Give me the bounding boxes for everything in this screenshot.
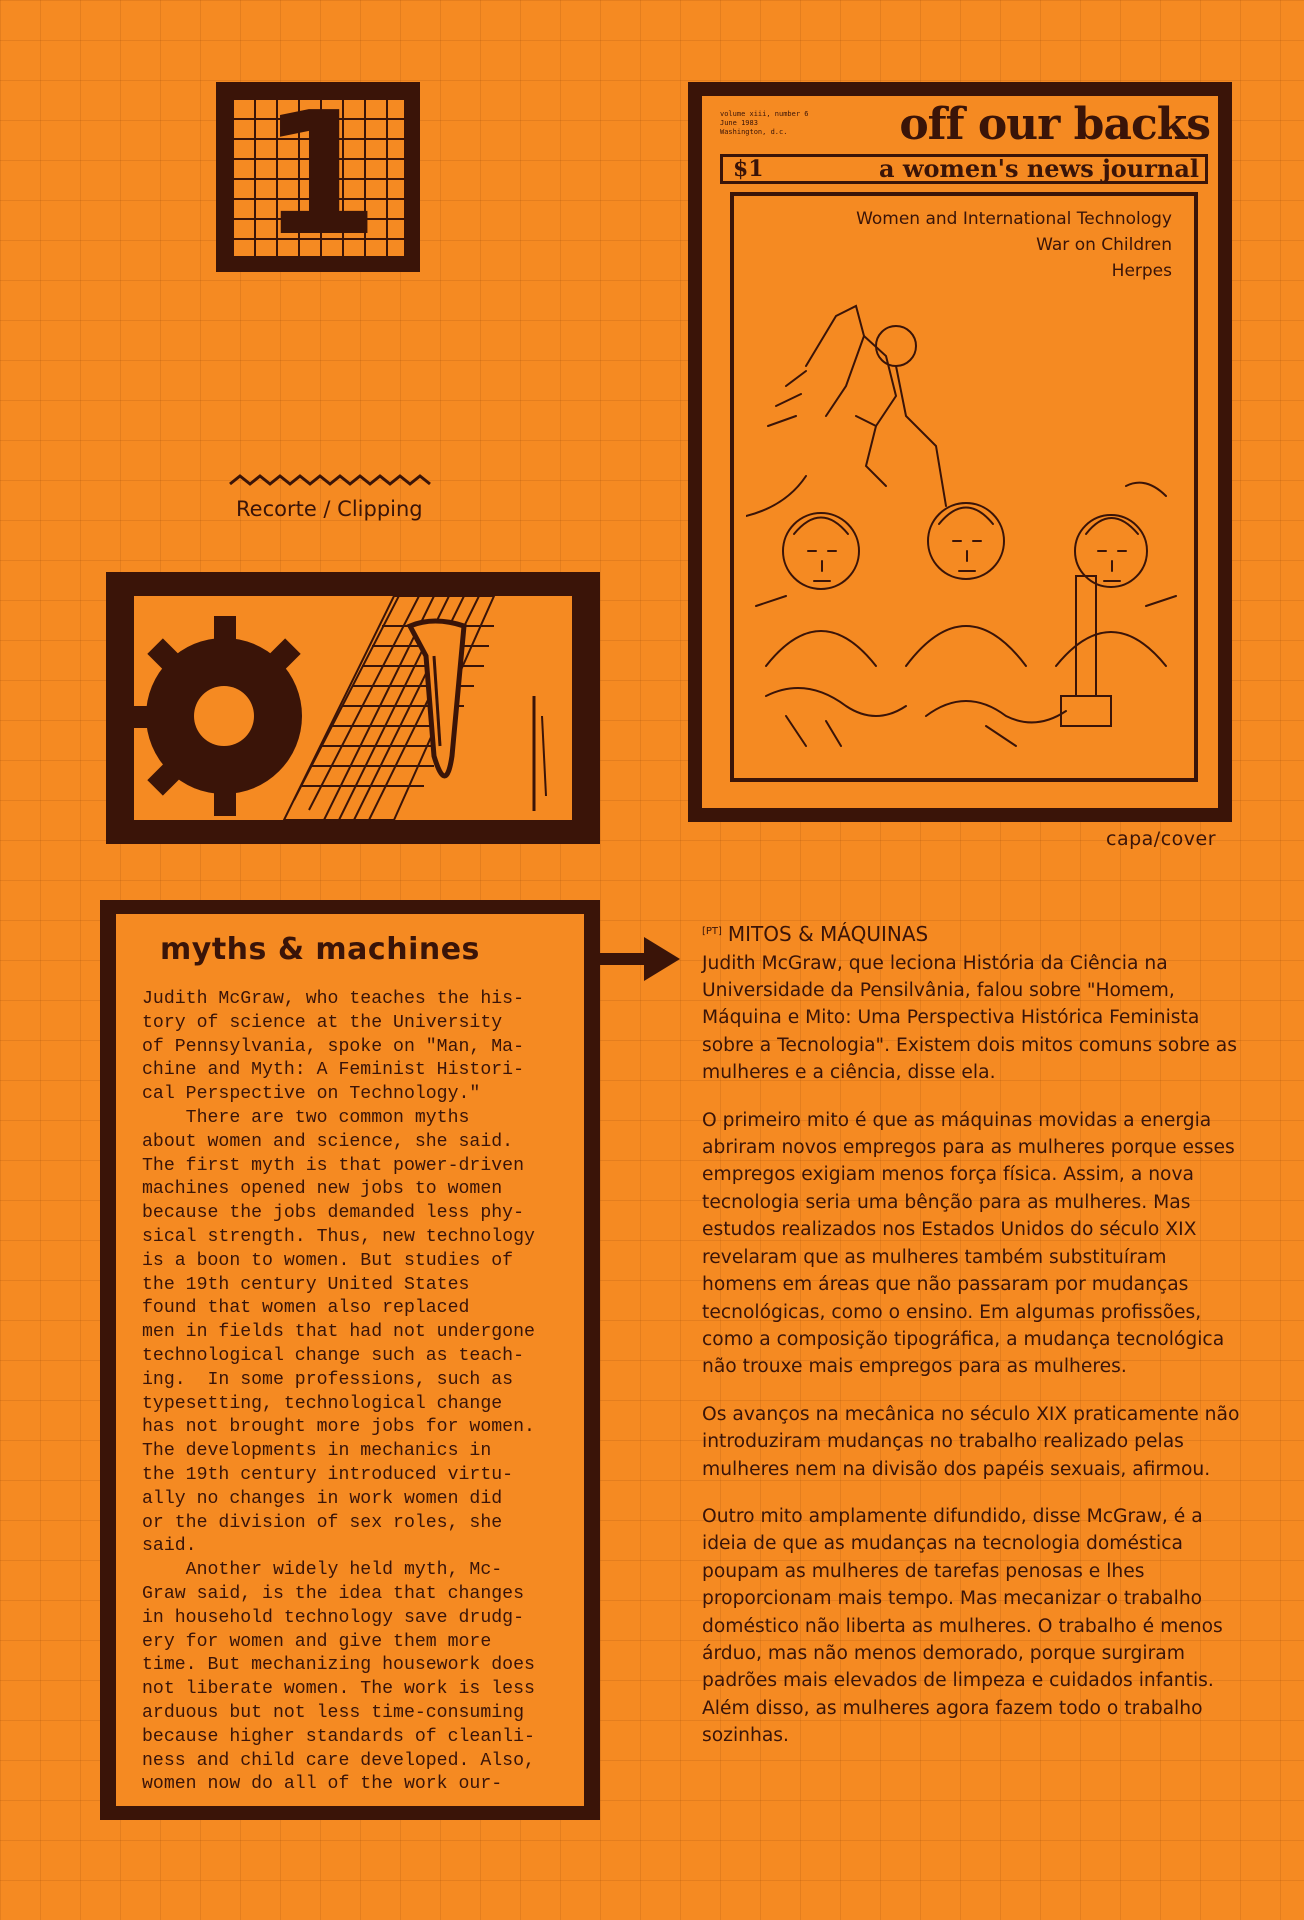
translation-title: MITOS & MÁQUINAS bbox=[727, 922, 929, 947]
cover-headlines bbox=[856, 206, 1172, 284]
language-tag: [PT] bbox=[702, 926, 722, 937]
cover-meta-line: volume xiii, number 6 bbox=[720, 110, 809, 118]
translation-paragraph: Judith McGraw, que leciona História da Ciência na Universidade da Pensilvânia, falou sobre "Homem, Máquina e Mito: Uma Perspectiva Histórica Feminista sobre a Tecnologia". Existem dois mitos comuns sobre as mulheres e a ciência, disse ela. bbox=[702, 952, 1237, 1084]
number-digit: 1 bbox=[260, 76, 380, 274]
number-grid bbox=[230, 76, 406, 274]
cover-frame bbox=[730, 192, 1198, 782]
article-page bbox=[116, 914, 584, 1806]
cover-subtitle-bar bbox=[720, 154, 1208, 184]
article-title: myths & machines bbox=[160, 932, 480, 967]
cover-page bbox=[702, 96, 1218, 808]
magazine-cover bbox=[688, 82, 1232, 822]
cover-price: $1 bbox=[733, 156, 764, 182]
number-badge bbox=[216, 76, 420, 274]
gear-illustration bbox=[134, 596, 572, 820]
cover-headline: War on Children bbox=[1036, 235, 1172, 255]
gear-map-icon bbox=[134, 596, 572, 820]
article-body: Judith McGraw, who teaches the his- tory of science at the University of Pennsylvania, spoke on "Man, Ma- chine and Myth: A Feminist Histori- cal Perspective on Technology." There are two common myths about women and science, she said. The first myth is that power-driven machines opened new jobs to women because the jobs demanded less phy- sical strength. Thus, new technology is a boon to women. But studies of the 19th century United States found that women also replaced men in fields that had not undergone technological change such as teach- ing. In some professions, such as typesetting, technological change has not brought more jobs for women. The developments in mechanics in the 19th century introduced virtu- ally no changes in work women did or the division of sex roles, she said. Another widely held myth, Mc- Graw said, is the idea that changes in household technology save drudg- ery for women and give them more time. But mechanizing housework does not liberate women. The work is less arduous but not less time-consuming because higher standards of cleanli- ness and child care developed. Also, women now do all of the work our- bbox=[142, 989, 535, 1795]
article-clipping bbox=[100, 900, 600, 1820]
cover-caption: capa/cover bbox=[1106, 828, 1217, 850]
translation-paragraph: O primeiro mito é que as máquinas movidas a energia abriram novos empregos para as mulheres porque esses empregos exigiam menos força física. Assim, a nova tecnologia seria uma bênção para as mulheres. Mas estudos realizados nos Estados Unidos do século XIX revelaram que as mulheres também substituíram homens em áreas que não passaram por mudanças tecnológicas, como o ensino. Em algumas profissões, como a composição tipográfica, a mudança tecnológica não trouxe mais empregos para as mulheres. bbox=[702, 1109, 1235, 1378]
cover-meta bbox=[720, 110, 840, 137]
cover-headline: Herpes bbox=[1111, 261, 1172, 281]
translation-heading bbox=[702, 918, 1242, 950]
cover-title: off our backs bbox=[899, 99, 1210, 150]
translation-paragraph: Os avanços na mecânica no século XIX praticamente não introduziram mudanças no trabalho realizado pelas mulheres nem na divisão dos papéis sexuais, afirmou. bbox=[702, 1403, 1240, 1480]
clipping-label: Recorte / Clipping bbox=[236, 497, 423, 521]
cover-meta-line: June 1983 bbox=[720, 119, 758, 127]
cover-subtitle: a women's news journal bbox=[878, 154, 1199, 183]
wave-line-icon bbox=[228, 470, 432, 492]
scientists-illustration bbox=[746, 276, 1182, 766]
arrow-right-icon bbox=[598, 935, 682, 983]
gear-illustration-frame bbox=[106, 572, 600, 844]
translation-block bbox=[702, 918, 1242, 1770]
translation-paragraph: Outro mito amplamente difundido, disse McGraw, é a ideia de que as mudanças na tecnologia doméstica poupam as mulheres de tarefas penosas e lhes proporcionam mais tempo. Mas mecanizar o trabalho doméstico não liberta as mulheres. O trabalho é menos árduo, mas não menos demorado, porque surgiram padrões mais elevados de limpeza e cuidados infantis. Além disso, as mulheres agora fazem todo o trabalho sozinhas. bbox=[702, 1505, 1223, 1747]
cover-meta-line: Washington, d.c. bbox=[720, 128, 788, 136]
cover-headline: Women and International Technology bbox=[856, 209, 1172, 229]
